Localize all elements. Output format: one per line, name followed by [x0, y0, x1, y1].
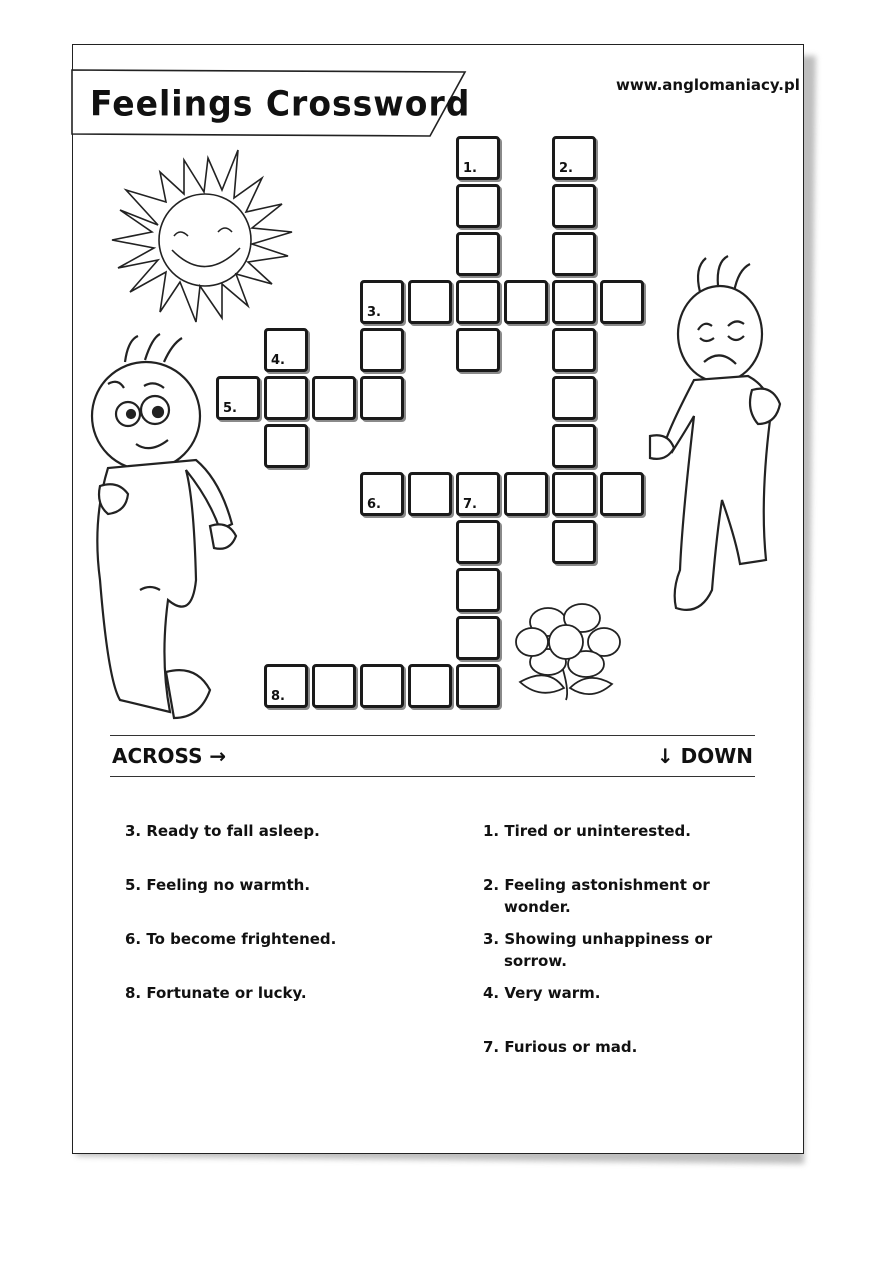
crossword-cell[interactable]	[504, 280, 548, 324]
crossword-cell[interactable]	[360, 280, 404, 324]
crossword-cell[interactable]	[360, 472, 404, 516]
across-clue: 5. Feeling no warmth.	[125, 876, 311, 894]
crossword-cell[interactable]	[456, 136, 500, 180]
crossword-cell[interactable]	[264, 328, 308, 372]
crossword-cell[interactable]	[408, 664, 452, 708]
crossword-cell[interactable]	[456, 520, 500, 564]
crossword-cell[interactable]	[456, 568, 500, 612]
across-clue: 8. Fortunate or lucky.	[125, 984, 307, 1002]
crossword-cell[interactable]	[600, 280, 644, 324]
clue-number: 7.	[463, 497, 477, 512]
crossword-cell[interactable]	[552, 136, 596, 180]
happy-figure-icon	[92, 334, 236, 718]
flower-icon	[516, 604, 620, 700]
across-clue: 6. To become frightened.	[125, 930, 337, 948]
crossword-cell[interactable]	[552, 424, 596, 468]
clue-number: 2.	[559, 161, 573, 176]
crossword-cell[interactable]	[264, 664, 308, 708]
crossword-cell[interactable]	[456, 232, 500, 276]
clue-number: 1.	[463, 161, 477, 176]
crossword-cell[interactable]	[216, 376, 260, 420]
down-heading: ↓ DOWN	[656, 744, 753, 768]
clue-number: 4.	[271, 353, 285, 368]
crossword-cell[interactable]	[360, 376, 404, 420]
crossword-cell[interactable]	[360, 328, 404, 372]
crossword-cell[interactable]	[552, 472, 596, 516]
crossword-cell[interactable]	[552, 184, 596, 228]
crossword-cell[interactable]	[456, 328, 500, 372]
crossword-cell[interactable]	[408, 472, 452, 516]
crossword-cell[interactable]	[312, 376, 356, 420]
down-clue: 4. Very warm.	[483, 984, 601, 1002]
crossword-cell[interactable]	[504, 472, 548, 516]
down-clue: 3. Showing unhappiness or sorrow.	[483, 930, 713, 970]
crossword-cell[interactable]	[264, 424, 308, 468]
crossword-cell[interactable]	[456, 616, 500, 660]
clue-header	[110, 735, 755, 777]
across-heading: ACROSS →	[112, 744, 227, 768]
across-clue: 3. Ready to fall asleep.	[125, 822, 320, 840]
down-clue: 1. Tired or uninterested.	[483, 822, 691, 840]
crossword-cell[interactable]	[264, 376, 308, 420]
clue-number: 6.	[367, 497, 381, 512]
crossword-cell[interactable]	[552, 520, 596, 564]
crossword-cell[interactable]	[552, 376, 596, 420]
down-clue: 7. Furious or mad.	[483, 1038, 638, 1056]
crossword-cell[interactable]	[312, 664, 356, 708]
sad-figure-icon	[650, 256, 780, 610]
down-clue: 2. Feeling astonishment or wonder.	[483, 876, 710, 916]
clue-number: 8.	[271, 689, 285, 704]
crossword-cell[interactable]	[408, 280, 452, 324]
crossword-cell[interactable]	[360, 664, 404, 708]
crossword-cell[interactable]	[600, 472, 644, 516]
page-title: Feelings Crossword	[90, 83, 471, 124]
website-url: www.anglomaniacy.pl	[616, 76, 800, 94]
crossword-cell[interactable]	[456, 472, 500, 516]
crossword-cell[interactable]	[456, 184, 500, 228]
crossword-cell[interactable]	[456, 280, 500, 324]
clue-number: 3.	[367, 305, 381, 320]
crossword-cell[interactable]	[552, 280, 596, 324]
crossword-cell[interactable]	[552, 328, 596, 372]
crossword-cell[interactable]	[552, 232, 596, 276]
sun-icon	[112, 150, 292, 322]
clue-number: 5.	[223, 401, 237, 416]
crossword-cell[interactable]	[456, 664, 500, 708]
